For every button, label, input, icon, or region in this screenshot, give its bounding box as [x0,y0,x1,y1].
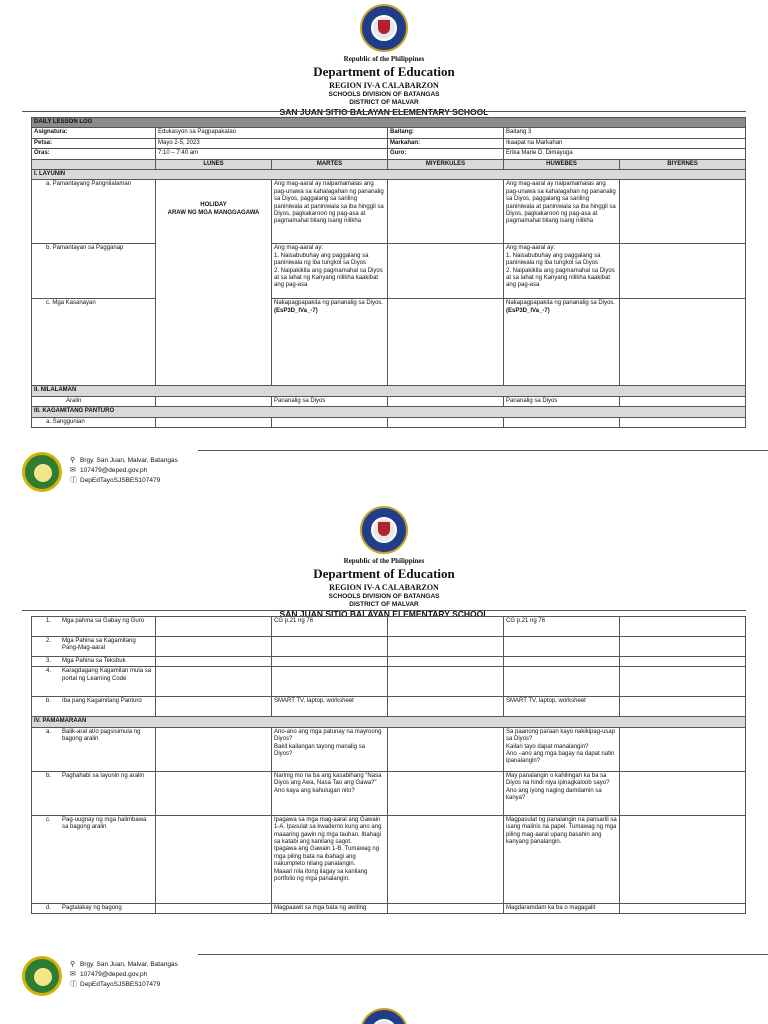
footer [22,450,442,496]
document-page-3 [0,1004,768,1024]
row-label-aralin: Aralin [32,396,156,406]
tue-pamantayan-sa-pagganap [272,244,388,299]
holiday-name: ARAW NG MGA MANGGAGAWA [167,209,260,216]
letterhead [0,4,768,117]
thu-pamantayang-pangnilalaman: Ang mag-aaral ay naipamamalas ang pag-unawa sa kahalagahan ng pananalig sa Diyos, paggalang sa sariling paniniwala at paniniwala sa iba hinggil sa Diyos, pagkakaroon ng pag-asa at pagmamahal bilang isang nilikha [504,180,620,244]
pagganap-item-1: 1. Naisabubuhay ang paggalang sa paniniwala ng iba tungkol sa Diyos [506,252,601,267]
item-number: b. [46,698,52,705]
republic-line: Republic of the Philippines [343,55,425,63]
markahan-value: Ikaapat na Markahan [504,138,746,148]
section-nilalaman: II. NILALAMAN [32,386,746,396]
footer-email: 107479@deped.gov.ph [80,971,148,978]
facebook-icon: ⓕ [70,981,77,988]
document-page-2 [0,504,768,1009]
row-pag-uugnay [32,815,156,903]
item-label: Mga pahina sa Gabay ng Guro [62,618,145,624]
location-pin-icon: ⚲ [70,961,76,968]
tue-pamantayang-pangnilalaman: Ang mag-aaral ay naipamamalas ang pag-unawa sa kahalagahan ng pananalig sa Diyos, paggalang sa sariling paniniwala at paniniwala sa iba hinggil sa Diyos, pagkakaroon ng pag-asa at pagmamahal bilang isang nilikha [272,180,388,244]
item-label: Iba pang Kagamitang Panturo [62,698,142,705]
footer-facebook: DepEdTayoSJSBES107479 [80,477,161,484]
baitang-value: Baitang 3 [504,128,746,138]
thu-gabay-ng-guro: CG p.21 ng 76 [504,617,620,637]
day-wednesday: MIYERKULES [388,159,504,169]
republic-line: Republic of the Philippines [343,557,425,565]
document-page-1 [0,0,768,500]
section-kagamitang-panturo: III. KAGAMITANG PANTURO [32,407,746,417]
kasanayan-text: Nakapagpapakita ng pananalig sa Diyos. [506,300,616,307]
thu-iba-pang-kagamitan: SMART TV, laptop, worksheet [504,697,620,717]
oras-label: Oras: [32,149,156,159]
holiday-title: HOLIDAY [200,202,227,209]
asignatura-value: Edukasyon sa Pagpapakatao [156,128,388,138]
footer-address: Brgy. San Juan, Malvar, Batangas [80,457,178,464]
pagganap-intro: Ang mag-aaral ay: [506,245,556,252]
item-number: a. [46,728,52,735]
footer-facebook: DepEdTayoSJSBES107479 [80,981,161,988]
guro-value: Erika Marie D. Dimayuga [504,149,746,159]
item-label: Karagdagang Kagamitan mula sa portal ng Learning Code [62,668,152,682]
item-label: Pagtalakay ng bagong [62,904,122,911]
item-number: 4. [46,668,52,675]
item-number: d. [46,904,52,911]
thu-aralin: Pananalig sa Diyos [504,396,620,406]
district-line: DISTRICT OF MALVAR [349,99,419,106]
thu-mga-kasanayan [504,299,620,386]
thu-pagtalakay: Magdaramdam ka ba o magagalit [504,903,620,913]
school-name: SAN JUAN SITIO BALAYAN ELEMENTARY SCHOOL [279,107,489,117]
tue-mga-kasanayan [272,299,388,386]
row-gabay-ng-guro [32,617,156,637]
row-kagamitang-pang-mag-aaral [32,637,156,657]
item-label: Paghahabi sa layunin ng aralin [62,772,145,779]
facebook-icon: ⓕ [70,477,77,484]
days-header-row [32,159,746,169]
wed-cell [388,244,504,299]
region-line: REGION IV-A CALABARZON [329,81,439,90]
day-friday: BIYERNES [620,159,746,169]
kasanayan-code: (EsP3D_IVa_-7) [506,307,550,314]
row-teksbuk [32,657,156,667]
pagganap-item-2: 2. Naipakikita ang pagmamahal sa Diyos at sa lahat ng Kanyang nilikha kaakibat ang pag-asa [506,267,615,289]
department-title: Department of Education [313,566,455,581]
tue-balik-aral: Ano-ano ang mga patunay na mayroong Diyos? Bakit kailangan tayong manalig sa Diyos? [272,727,388,771]
row-pagtalakay [32,903,156,913]
pagganap-intro: Ang mag-aaral ay: [274,245,324,252]
lesson-log-table [31,117,746,428]
oras-value: 7:10 – 7:40 am [156,149,388,159]
log-title: DAILY LESSON LOG [32,118,746,128]
item-number: 2. [46,638,52,644]
guro-label: Guro: [388,149,504,159]
item-label: Mga Pahina sa Kagamitang Pang-Mag-aaral [62,638,136,652]
contact-info [70,456,178,486]
item-label: Mga Pahina sa Teksbuk [62,658,126,664]
region-line: REGION IV-A CALABARZON [329,583,439,592]
wed-cell [388,299,504,386]
petsa-label: Petsa: [32,138,156,148]
letterhead [0,506,768,619]
deped-seal-icon [360,4,408,52]
mail-icon: ✉ [70,467,76,474]
row-balik-aral [32,727,156,771]
pagganap-item-2: 2. Naipakikita ang pagmamahal sa Diyos at sa lahat ng Kanyang nilikha kaakibat ang pag-asa [274,267,383,289]
deped-seal-icon [360,506,408,554]
row-karagdagang-kagamitan [32,667,156,697]
district-line: DISTRICT OF MALVAR [349,601,419,608]
school-name: SAN JUAN SITIO BALAYAN ELEMENTARY SCHOOL [279,609,489,619]
contact-info [70,960,178,990]
thu-pag-uugnay: Magpasulat ng panalangin na pansarili sa isang malinis na papel. Tumawag ng mga piling mag-aaral upang basahin ang kanyang panalangin. [504,815,620,903]
header-divider [22,111,746,112]
pagganap-item-1: 1. Naisabubuhay ang paggalang sa paniniwala ng iba tungkol sa Diyos [274,252,369,267]
footer [22,954,442,1000]
thu-balik-aral: Sa paanong paraan kayo nakikipag-usap sa Diyos? Kailan tayo dapat manalangin? Ano –ano ang mga bagay na dapat natin ipanalangin? [504,727,620,771]
item-number: c. [46,816,51,823]
thu-paghahabi: May panalangin o kahilingan ka ba sa Diyos na hindi niya ipinagkaloob sayo? Ano ang iyong naging damdamin sa kanya? [504,771,620,815]
tue-aralin: Pananalig sa Diyos [272,396,388,406]
kasanayan-text: Nakapagpapakita ng pananalig sa Diyos. [274,300,384,307]
department-title: Department of Education [313,64,455,79]
location-pin-icon: ⚲ [70,457,76,464]
fri-cell [620,244,746,299]
item-label: Pag-uugnay ng mga halimbawa sa bagong aralin [62,816,147,831]
section-pamamaraan: IV. PAMAMARAAN [32,717,746,727]
baitang-label: Baitang: [388,128,504,138]
day-monday: LUNES [156,159,272,169]
day-thursday: HUWEBES [504,159,620,169]
lesson-log-table-continued [31,616,746,914]
petsa-value: Mayo 2-5, 2023 [156,138,388,148]
markahan-label: Markahan: [388,138,504,148]
row-paghahabi [32,771,156,815]
row-label-mga-kasanayan: c. Mga Kasanayan [32,299,156,386]
tue-pagtalakay: Magpaawit sa mga bata ng awiting [272,903,388,913]
footer-divider [198,954,768,955]
tue-paghahabi: Narinig mo na ba ang kasabihang “Nasa Diyos ang Awa, Nasa Tao ang Gawa?” Ano kaya ang kahulugan nito? [272,771,388,815]
holiday-cell [156,180,272,386]
fri-cell [620,299,746,386]
row-label-sanggunian: a. Sanggunian [32,417,156,427]
school-logo-icon [22,452,62,492]
row-iba-pang-kagamitan [32,697,156,717]
item-number: 1. [46,618,52,624]
day-tuesday: MARTES [272,159,388,169]
footer-email: 107479@deped.gov.ph [80,467,148,474]
row-label-pamantayang-pangnilalaman: a. Pamantayang Pangnilalaman [32,180,156,244]
section-layunin: I. LAYUNIN [32,170,746,180]
tue-iba-pang-kagamitan: SMART TV, laptop, worksheet [272,697,388,717]
tue-gabay-ng-guro: CG p.21 ng 76 [272,617,388,637]
item-number: b. [46,772,52,779]
wed-cell [388,180,504,244]
asignatura-label: Asignatura: [32,128,156,138]
fri-cell [620,180,746,244]
school-logo-icon [22,956,62,996]
kasanayan-code: (EsP3D_IVa_-7) [274,307,318,314]
division-line: SCHOOLS DIVISION OF BATANGAS [328,593,440,600]
item-label: Balik-aral at/o pagsisimula ng bagong aralin [62,728,141,743]
thu-pamantayan-sa-pagganap [504,244,620,299]
row-label-pamantayan-sa-pagganap: b. Pamantayan sa Pagganap [32,244,156,299]
item-number: 3. [46,658,52,664]
header-divider [22,610,746,611]
division-line: SCHOOLS DIVISION OF BATANGAS [328,91,440,98]
footer-address: Brgy. San Juan, Malvar, Batangas [80,961,178,968]
mail-icon: ✉ [70,971,76,978]
tue-pag-uugnay: Ipagawa sa mga mag-aaral ang Gawain 1-A. Ipasulat sa kwaderno kung ano ang maaaring gawin ng mga tauhan. Ibahagi sa katabi ang kanilang sagot. Ipagawa ang Gawain 1-B. Tumawag ng mga piling bata na ibahagi ang nakumpleto nilang panalangin. Maaari nila itong ilagay sa kanilang portfolio ng mga panalangin. [272,815,388,903]
footer-divider [198,450,768,451]
deped-seal-icon [360,1008,408,1024]
